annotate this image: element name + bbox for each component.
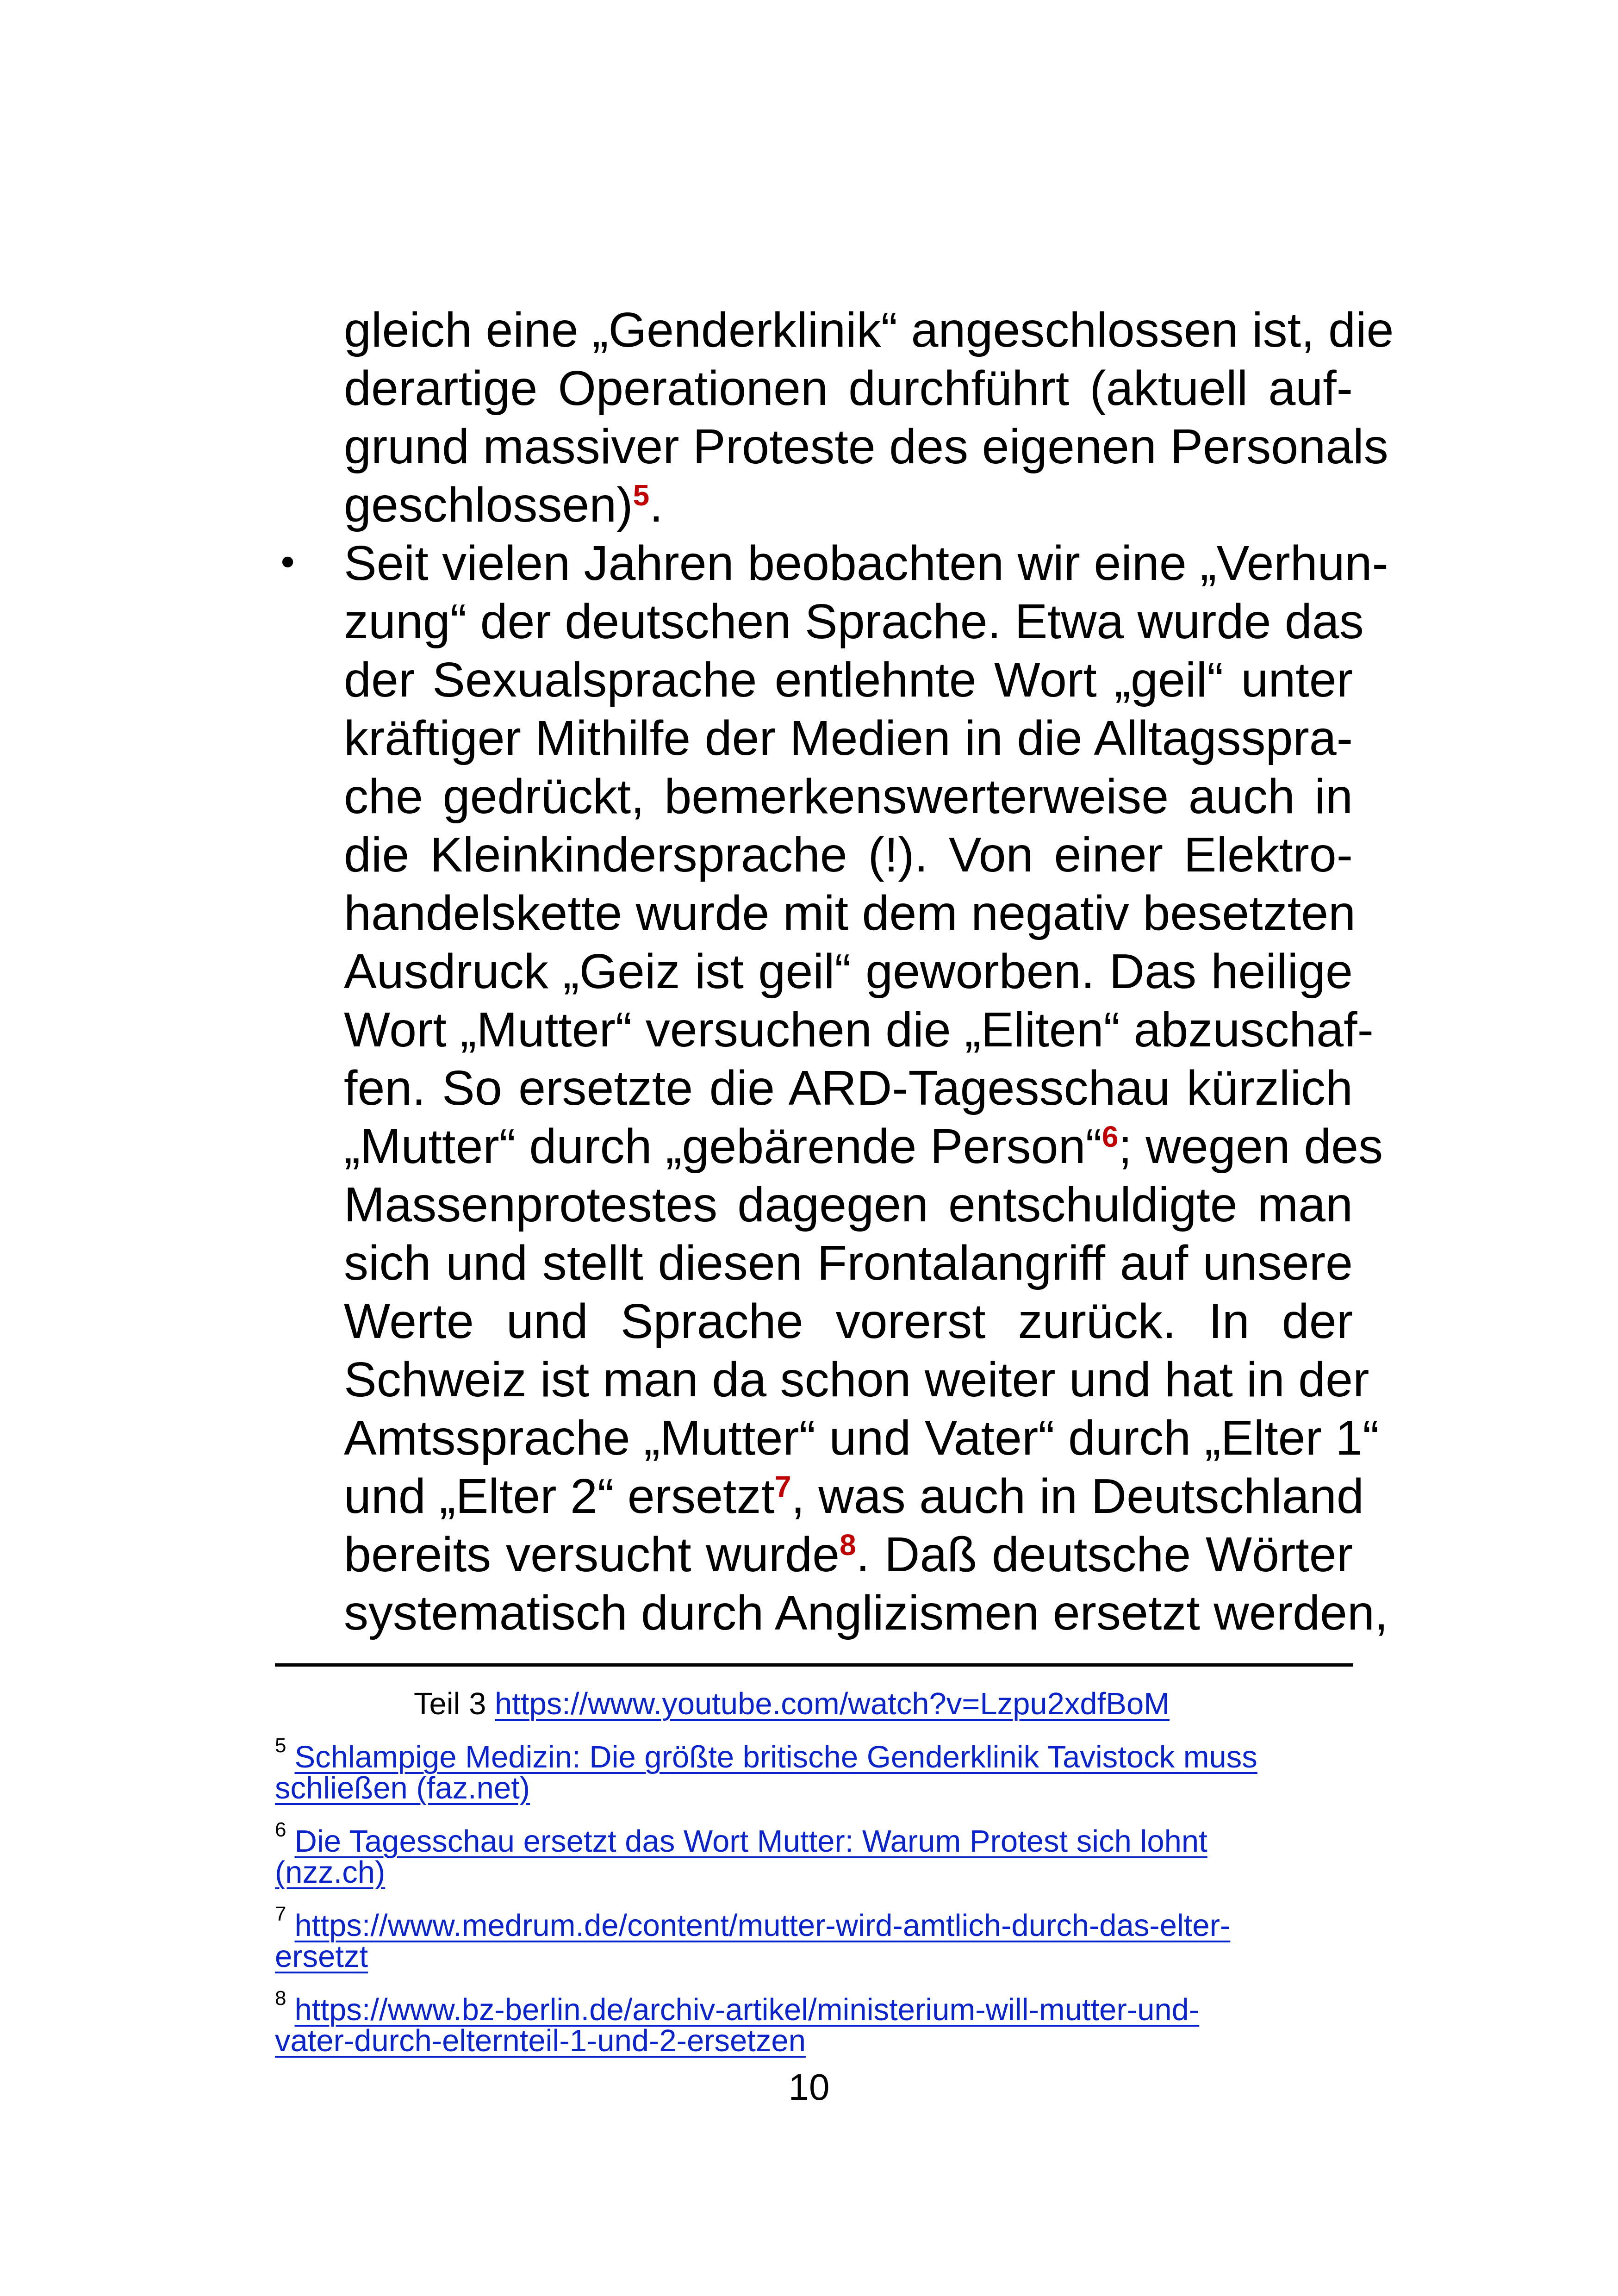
footnote-link[interactable]: schließen (faz.net): [275, 1771, 530, 1805]
paragraph-continuation: [344, 301, 1394, 534]
text-line: sich und stellt diesen Frontalangriff auf unsere: [344, 1236, 1353, 1290]
footnote-line: [275, 1893, 1353, 1943]
text-fragment: .: [649, 478, 663, 532]
footnote-link[interactable]: ersetzt: [275, 1939, 368, 1974]
text-line: zung“ der deutschen Sprache. Etwa wurde das: [344, 594, 1364, 649]
footnote-link[interactable]: https://www.youtube.com/watch?v=Lzpu2xdfBoM: [495, 1686, 1170, 1721]
bullet-item: [344, 534, 1388, 1642]
text-fragment: „Mutter“ durch „gebärende Person“: [344, 1119, 1102, 1174]
footnote-link[interactable]: Schlampige Medizin: Die größte britische Genderklinik Tavistock muss: [294, 1740, 1257, 1774]
footnote-number: 7: [275, 1903, 286, 1925]
text-line: [344, 1117, 1383, 1176]
footnote-ref-7[interactable]: 7: [774, 1469, 791, 1503]
footnote-line: [275, 1977, 1353, 2027]
footnote-line: [275, 1683, 1353, 1725]
text-fragment: bereits versucht wurde: [344, 1527, 840, 1582]
text-fragment: , was auch in Deutschland: [791, 1469, 1364, 1524]
text-line: fen. So ersetzte die ARD-Tagesschau kürzlich: [344, 1061, 1353, 1115]
text-line: grund massiver Proteste des eigenen Personals: [344, 419, 1388, 474]
text-fragment: geschlossen): [344, 478, 633, 532]
text-line: der Sexualsprache entlehnte Wort „geil“ unter: [344, 653, 1353, 707]
footnote-ref-8[interactable]: 8: [840, 1528, 856, 1562]
text-line: Schweiz ist man da schon weiter und hat in der: [344, 1352, 1369, 1407]
text-fragment: . Daß deutsche Wörter: [856, 1527, 1353, 1582]
text-line: Massenprotestes dagegen entschuldigte man: [344, 1177, 1353, 1232]
footnote-continuation: [275, 1683, 1353, 1725]
footnote-7: [275, 1893, 1353, 1978]
text-fragment: ; wegen des: [1118, 1119, 1383, 1174]
footnote-6: [275, 1809, 1353, 1894]
bullet-icon: •: [277, 541, 299, 585]
text-line: Wort „Mutter“ versuchen die „Eliten“ abzuschaf-: [344, 1002, 1374, 1057]
text-line: che gedrückt, bemerkenswerterweise auch in: [344, 769, 1353, 824]
text-line: [344, 1525, 1353, 1584]
footnote-8: [275, 1977, 1353, 2062]
page-number: 10: [788, 2066, 830, 2108]
footnote-separator: [275, 1663, 1353, 1667]
footnote-link[interactable]: https://www.bz-berlin.de/archiv-artikel/ministerium-will-mutter-und-: [294, 1992, 1200, 2027]
footnote-link[interactable]: https://www.medrum.de/content/mutter-wird-amtlich-durch-das-elter-: [294, 1908, 1231, 1943]
text-line: gleich eine „Genderklinik“ angeschlossen ist, die: [344, 303, 1394, 357]
footnote-5: [275, 1724, 1353, 1810]
footnote-line: [275, 1724, 1353, 1774]
footnote-ref-5[interactable]: 5: [633, 478, 650, 512]
footnote-number: 8: [275, 1987, 286, 2010]
text-fragment: und „Elter 2“ ersetzt: [344, 1469, 775, 1524]
footnote-ref-6[interactable]: 6: [1101, 1120, 1119, 1153]
text-line: Ausdruck „Geiz ist geil“ geworben. Das heilige: [344, 944, 1353, 999]
text-line: Amtssprache „Mutter“ und Vater“ durch „Elter 1“: [344, 1411, 1379, 1465]
text-line: [344, 1467, 1364, 1525]
footnote-number: 6: [275, 1818, 286, 1841]
text-line: kräftiger Mithilfe der Medien in die Alltagsspra-: [344, 711, 1353, 765]
text-line: derartige Operationen durchführt (aktuell auf-: [344, 361, 1353, 416]
footnote-number: 5: [275, 1734, 286, 1757]
text-line: [344, 476, 1353, 534]
footnote-line: [275, 1809, 1353, 1859]
text-line: Seit vielen Jahren beobachten wir eine „Verhun-: [344, 536, 1388, 591]
text-line: die Kleinkindersprache (!). Von einer Elektro-: [344, 828, 1353, 882]
text-line: systematisch durch Anglizismen ersetzt werden,: [344, 1586, 1388, 1640]
text-line: handelskette wurde mit dem negativ besetzten: [344, 886, 1356, 940]
footnote-link[interactable]: Die Tagesschau ersetzt das Wort Mutter: Warum Protest sich lohnt: [294, 1824, 1207, 1859]
footnote-link[interactable]: vater-durch-elternteil-1-und-2-ersetzen: [275, 2023, 806, 2058]
footnote-link[interactable]: (nzz.ch): [275, 1855, 386, 1890]
text-line: Werte und Sprache vorerst zurück. In der: [344, 1294, 1353, 1349]
footnote-prefix: Teil 3: [414, 1686, 495, 1721]
